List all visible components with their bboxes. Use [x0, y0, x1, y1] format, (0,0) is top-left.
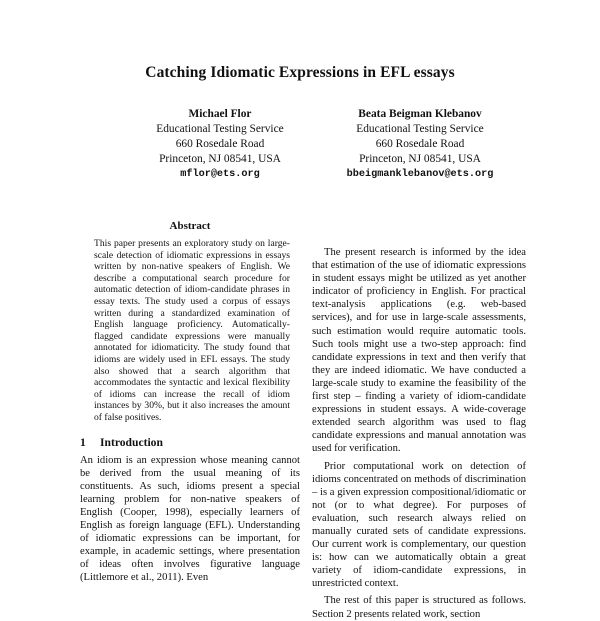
body-paragraph: The rest of this paper is structured as follows. Section 2 presents related work, section — [312, 595, 526, 620]
section-heading-introduction — [80, 436, 300, 449]
author-block-1 — [110, 107, 330, 182]
section-number: 1 — [80, 435, 86, 449]
author-name: Michael Flor — [188, 108, 252, 120]
body-paragraph: The present research is informed by the idea that estimation of the use of idiomatic expressions in student essays might be utilized as yet another indicator of proficiency in English. For practical text-analysis applications (e.g. web-based services), and for use in large-scale assessments, such estimation would require automatic tools. Such tools might use a two-step approach: find candidate expressions in text and then verify that they are indeed idiomatic. We have conducted a large-scale study to examine the feasibility of the first step – finding a variety of idiom-candidate expressions in student essays. A wide-coverage extended search algorithm was used to flag candidate expressions and manual annotation was used for verification. — [312, 247, 526, 455]
author-address-line: Princeton, NJ 08541, USA — [359, 153, 481, 165]
abstract-text: This paper presents an exploratory study on large-scale detection of idiomatic expressions in essays written by non-native speakers of English. We describe a computational search procedure for automatic detection of idiom-candidate phrases in essay texts. The study used a corpus of essays written during a standardized examination of English language proficiency. Automatically-flagged candidate expressions were manually annotated for idiomaticity. The study found that idioms are widely used in EFL essays. The study also showed that a search algorithm that accommodates the syntactic and lexical flexibility of idioms can increase the recall of idiom instances by 30%, but it also increases the amount of false positives. — [94, 238, 290, 423]
author-name: Beata Beigman Klebanov — [358, 108, 482, 120]
paper-title: Catching Idiomatic Expressions in EFL essays — [145, 64, 455, 81]
author-affiliation: Educational Testing Service — [356, 123, 484, 135]
author-address-line: 660 Rosedale Road — [175, 138, 265, 150]
author-address-line: 660 Rosedale Road — [375, 138, 465, 150]
body-paragraph: Prior computational work on detection of idioms concentrated on methods of discrimination – is a given expression compositional/idiomatic or not (or to what degree). For purposes of evaluation, such research always relied on manually curated sets of candidate expressions. Our current work is complementary, our question is: how can we automatically obtain a great variety of idiom-candidate expressions, in unrestricted context. — [312, 460, 526, 590]
left-column — [80, 220, 300, 584]
author-email: mflor@ets.org — [180, 169, 260, 180]
author-block-2 — [300, 107, 540, 182]
author-address-line: Princeton, NJ 08541, USA — [159, 153, 281, 165]
abstract-heading: Abstract — [169, 220, 211, 232]
author-affiliation: Educational Testing Service — [156, 123, 284, 135]
intro-paragraph: An idiom is an expression whose meaning cannot be derived from the usual meaning of its constituents. As such, idioms present a special learning problem for non-native speakers of English (Cooper, 1998), especially learners of English as foreign language (EFL). Understanding of idiomatic expressions can be important, for example, in academic settings, where presentation of ideas often involves figurative language (Littlemore et al., 2011). Even — [80, 454, 300, 584]
section-title: Introduction — [100, 435, 163, 449]
right-column — [312, 246, 526, 621]
author-email: bbeigmanklebanov@ets.org — [346, 169, 494, 180]
